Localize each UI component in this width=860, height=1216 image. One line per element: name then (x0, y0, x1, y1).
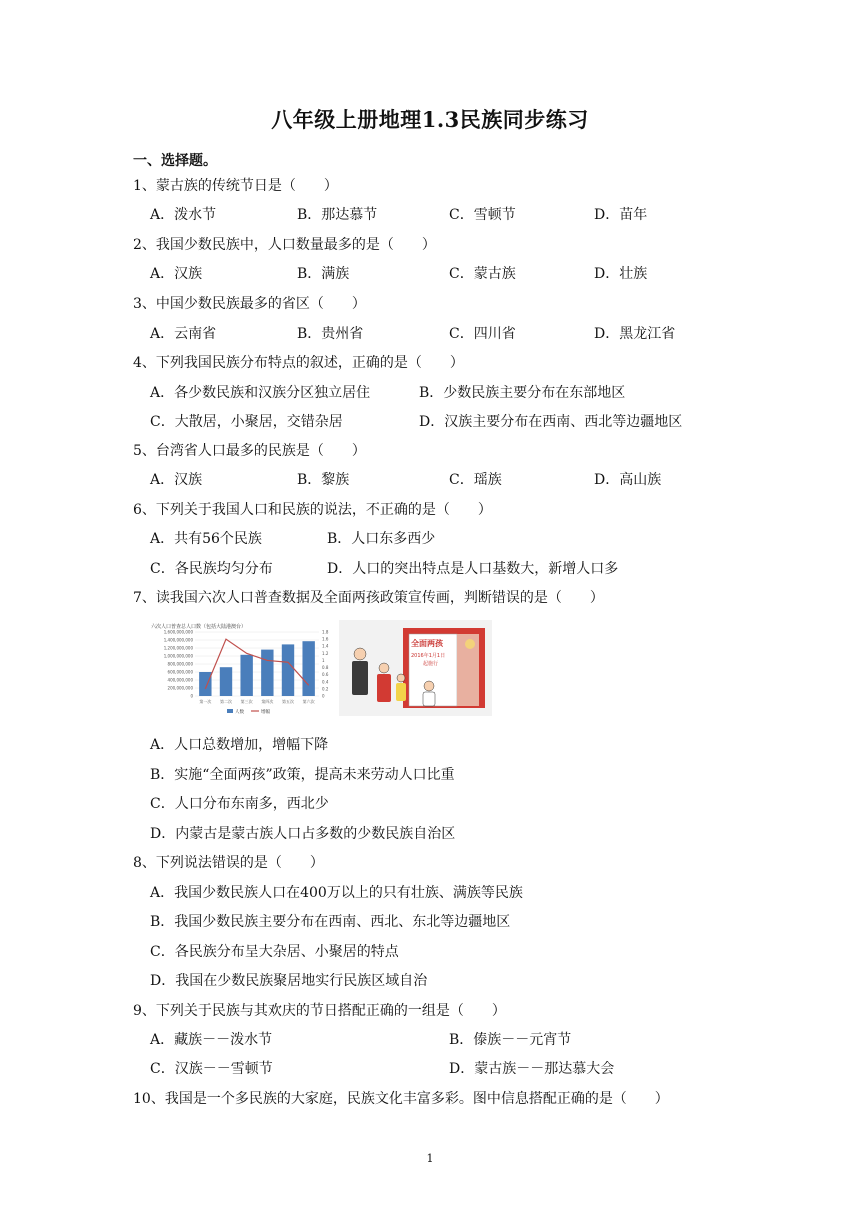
question-stem: 3、中国少数民族最多的省区（ ） (133, 296, 366, 312)
question-stem: 8、下列说法错误的是（ ） (133, 855, 324, 871)
poster-date: 2016年1月1日 (411, 653, 446, 659)
legend-swatch-bar (227, 709, 233, 713)
option: C．汉族－－雪顿节 (150, 1061, 273, 1077)
option: D．汉族主要分布在西南、西北等边疆地区 (419, 414, 683, 430)
legend-label-bar: 人数 (235, 710, 244, 715)
option: A．我国少数民族人口在400万以上的只有壮族、满族等民族 (150, 885, 523, 901)
figure-population-census (147, 620, 492, 716)
question-stem: 4、下列我国民族分布特点的叙述，正确的是（ ） (133, 355, 464, 371)
y2-tick-label: 1.4 (322, 643, 329, 649)
option: A．汉族 (150, 472, 203, 488)
y2-tick-label: 1.2 (322, 650, 329, 656)
two-child-policy-poster (339, 620, 492, 716)
y2-tick-label: 1.6 (322, 636, 329, 642)
question-stem: 2、我国少数民族中，人口数量最多的是（ ） (133, 237, 436, 253)
option: B．满族 (297, 266, 350, 282)
bar (199, 672, 211, 696)
child-figure (397, 674, 405, 682)
question-stem: 1、蒙古族的传统节日是（ ） (133, 178, 338, 194)
option: B．贵州省 (297, 326, 364, 342)
option: B．人口东多西少 (327, 531, 436, 547)
option: B．实施“全面两孩”政策，提高未来劳动人口比重 (150, 767, 455, 783)
question-stem: 10、我国是一个多民族的大家庭，民族文化丰富多彩。图中信息搭配正确的是（ ） (133, 1091, 669, 1107)
option: A．共有56个民族 (150, 531, 262, 547)
bar (302, 641, 314, 696)
option: D．壮族 (594, 266, 648, 282)
option: D．人口的突出特点是人口基数大，新增人口多 (327, 561, 619, 577)
option: A．各少数民族和汉族分区独立居住 (150, 385, 371, 401)
mother-figure (379, 663, 389, 673)
baby-figure (424, 681, 434, 691)
question-stem: 6、下列关于我国人口和民族的说法，不正确的是（ ） (133, 502, 492, 518)
father-body (352, 661, 368, 695)
x-category-label: 第六次 (302, 699, 315, 704)
y-tick-label: 1,200,000,000 (163, 645, 193, 651)
question-stem: 5、台湾省人口最多的民族是（ ） (133, 443, 366, 459)
x-category-label: 第三次 (240, 699, 253, 704)
legend-label-line: 增幅 (261, 710, 270, 715)
poster-date-2: 起施行 (423, 661, 439, 667)
question-stem: 7、读我国六次人口普查数据及全面两孩政策宣传画，判断错误的是（ ） (133, 590, 604, 606)
population-chart (151, 623, 329, 715)
father-figure (354, 648, 366, 660)
y2-tick-label: 0.4 (322, 679, 329, 685)
poster-heading: 全面两孩 (411, 639, 443, 648)
option: B．那达慕节 (297, 207, 378, 223)
emblem-icon (465, 639, 475, 649)
option: D．我国在少数民族聚居地实行民族区域自治 (150, 973, 428, 989)
option: A．泼水节 (150, 207, 217, 223)
option: A．云南省 (150, 326, 217, 342)
option: C．瑶族 (449, 472, 502, 488)
option: C．各民族均匀分布 (150, 561, 273, 577)
option: B．黎族 (297, 472, 350, 488)
chart-title: 六次人口普查总人口数（包括大陆港澳台） (151, 624, 247, 630)
option: D．高山族 (594, 472, 662, 488)
page-title: 八年级上册地理1.3民族同步练习 (271, 107, 589, 132)
option: B．傣族－－元宵节 (449, 1032, 572, 1048)
option: C．大散居，小聚居，交错杂居 (150, 414, 343, 430)
option: C．蒙古族 (449, 266, 516, 282)
y-tick-label: 0 (190, 693, 193, 699)
y2-tick-label: 1.8 (322, 629, 329, 635)
option: D．蒙古族－－那达慕大会 (449, 1061, 615, 1077)
y-tick-label: 600,000,000 (167, 669, 193, 675)
question-stem: 9、下列关于民族与其欢庆的节日搭配正确的一组是（ ） (133, 1003, 506, 1019)
option: D．黑龙江省 (594, 326, 676, 342)
chart-legend (227, 708, 270, 715)
mother-body (377, 674, 391, 702)
option: B．少数民族主要分布在东部地区 (419, 385, 626, 401)
option: D．内蒙古是蒙古族人口占多数的少数民族自治区 (150, 826, 456, 842)
bar (240, 655, 252, 696)
y2-tick-label: 0 (322, 693, 325, 699)
y-tick-label: 1,600,000,000 (163, 629, 193, 635)
option: A．藏族－－泼水节 (150, 1032, 273, 1048)
y-tick-label: 800,000,000 (167, 661, 193, 667)
option: B．我国少数民族主要分布在西南、西北、东北等边疆地区 (150, 914, 511, 930)
x-category-label: 第四次 (261, 699, 274, 704)
x-category-label: 第一次 (199, 699, 212, 704)
option: A．人口总数增加，增幅下降 (150, 737, 329, 753)
baby-body (423, 692, 435, 706)
y2-tick-label: 0.2 (322, 686, 329, 692)
y2-tick-label: 0.8 (322, 665, 329, 671)
option: A．汉族 (150, 266, 203, 282)
option: D．苗年 (594, 207, 648, 223)
option: C．四川省 (449, 326, 516, 342)
y-tick-label: 1,000,000,000 (163, 653, 193, 659)
y-tick-label: 400,000,000 (167, 677, 193, 683)
bar (220, 667, 232, 696)
x-category-label: 第五次 (282, 699, 294, 704)
y2-tick-label: 1 (322, 657, 325, 663)
figure-svg (147, 620, 492, 716)
section-heading: 一、选择题。 (133, 153, 217, 169)
y2-tick-label: 0.6 (322, 672, 329, 678)
option: C．人口分布东南多，西北少 (150, 796, 329, 812)
bar (261, 650, 273, 696)
bar (282, 644, 294, 696)
option: C．雪顿节 (449, 207, 516, 223)
y-tick-label: 1,400,000,000 (163, 637, 193, 643)
x-category-label: 第二次 (220, 699, 232, 704)
y-tick-label: 200,000,000 (167, 685, 193, 691)
option: C．各民族分布呈大杂居、小聚居的特点 (150, 944, 399, 960)
page-number: 1 (426, 1152, 434, 1165)
child-body (396, 683, 406, 701)
